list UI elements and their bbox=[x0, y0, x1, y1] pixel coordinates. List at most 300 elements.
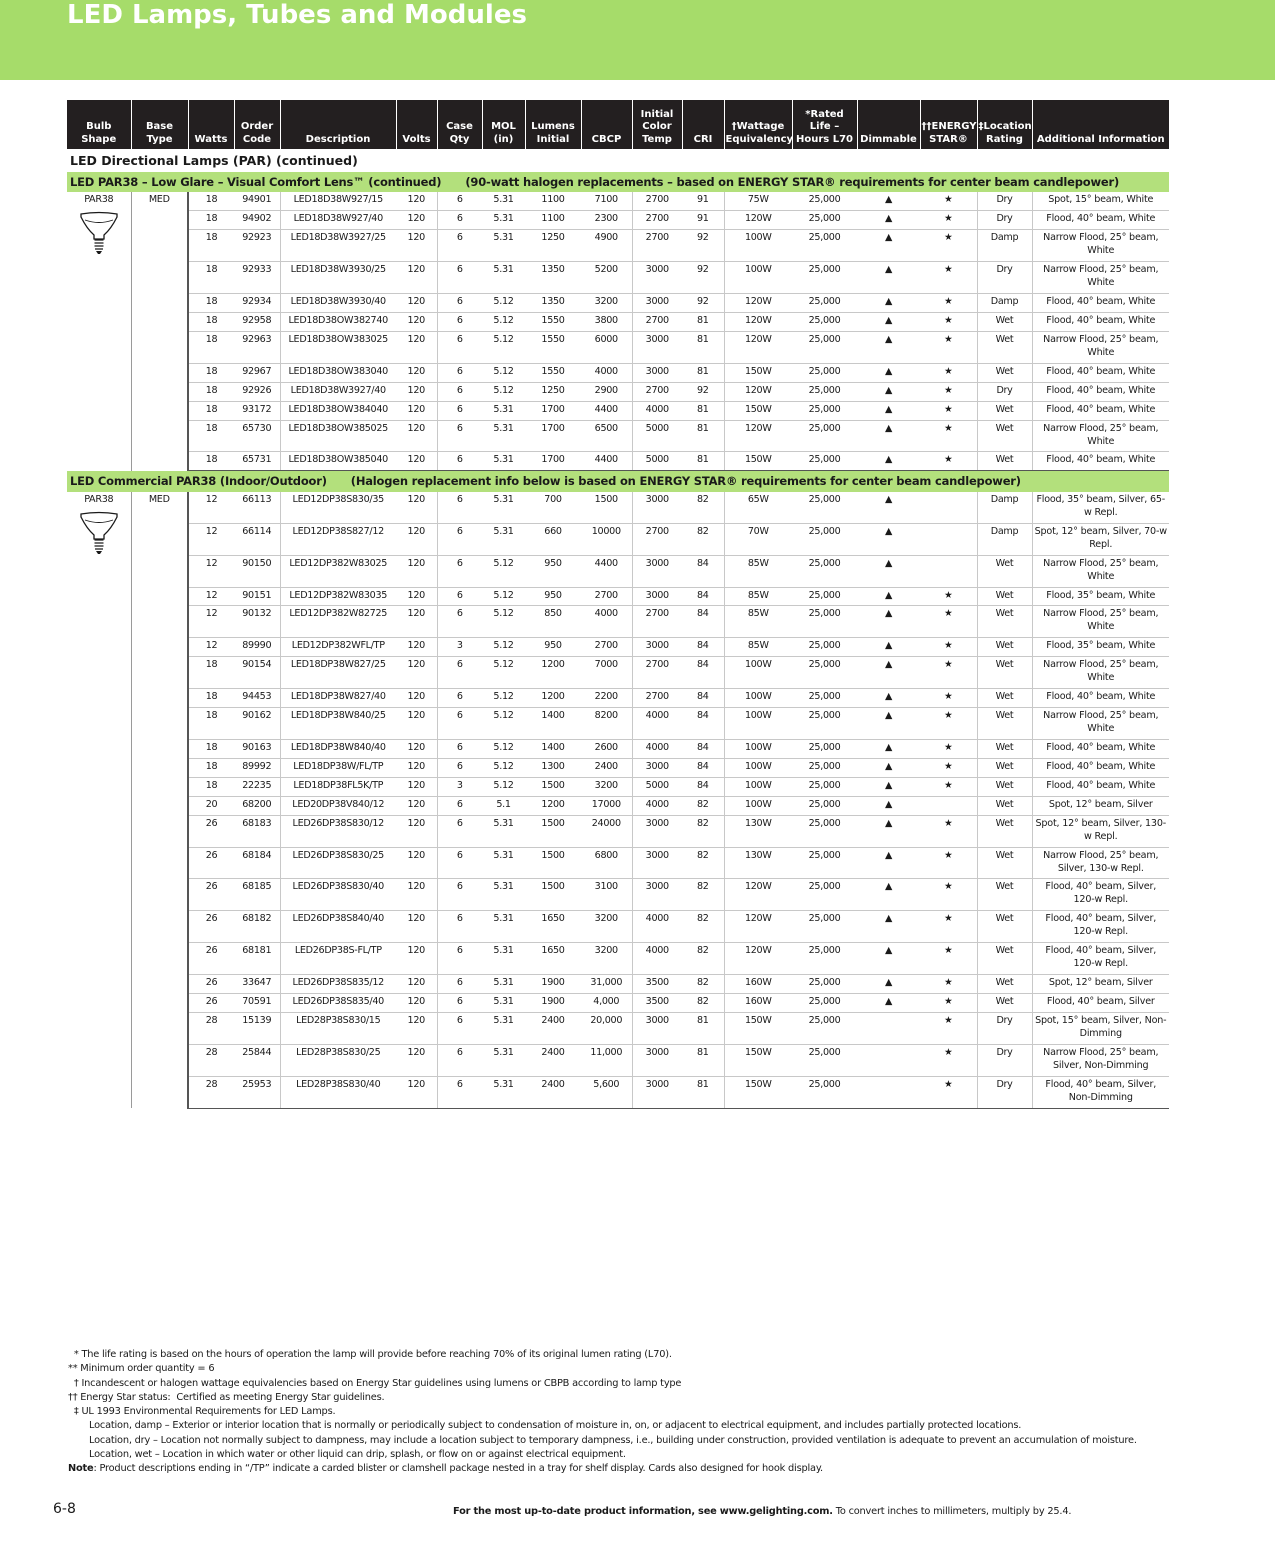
cell-wattage-equivalency: 150W bbox=[724, 1076, 792, 1108]
cell-cri: 82 bbox=[682, 911, 724, 943]
cell-wattage-equivalency: 120W bbox=[724, 382, 792, 401]
cell-rated-life: 25,000 bbox=[792, 975, 857, 994]
cell-location-rating: Wet bbox=[977, 638, 1032, 657]
cell-rated-life: 25,000 bbox=[792, 994, 857, 1013]
cell-location-rating: Wet bbox=[977, 911, 1032, 943]
cell-order-code: 89990 bbox=[234, 638, 280, 657]
column-header bbox=[792, 100, 857, 149]
cell-order-code: 90162 bbox=[234, 708, 280, 740]
cell-cbcp: 3800 bbox=[581, 312, 632, 331]
cell-order-code: 92926 bbox=[234, 382, 280, 401]
cell-watts: 18 bbox=[188, 331, 234, 363]
cell-lumens: 950 bbox=[525, 587, 581, 606]
cell-mol: 5.31 bbox=[482, 994, 525, 1013]
cell-color-temp: 2700 bbox=[632, 606, 682, 638]
cell-lumens: 700 bbox=[525, 492, 581, 523]
column-header-text: Volts bbox=[402, 133, 431, 145]
cell-lumens: 2400 bbox=[525, 1012, 581, 1044]
cell-mol: 5.31 bbox=[482, 847, 525, 879]
cell-dimmable: ▲ bbox=[857, 211, 920, 230]
cell-order-code: 68184 bbox=[234, 847, 280, 879]
cell-description: LED26DP38S-FL/TP bbox=[280, 943, 396, 975]
base-type: MED bbox=[131, 492, 188, 1108]
cell-color-temp: 5000 bbox=[632, 777, 682, 796]
cell-watts: 20 bbox=[188, 796, 234, 815]
cell-order-code: 66114 bbox=[234, 523, 280, 555]
cell-case-qty: 6 bbox=[437, 492, 482, 523]
cell-additional-info: Narrow Flood, 25° beam, White bbox=[1032, 262, 1169, 294]
column-header-text: Shape bbox=[81, 133, 117, 145]
cell-lumens: 1200 bbox=[525, 657, 581, 689]
cell-rated-life: 25,000 bbox=[792, 331, 857, 363]
table-row bbox=[67, 420, 1169, 452]
column-header-text: Code bbox=[242, 133, 272, 145]
cell-energy-star: ★ bbox=[920, 815, 977, 847]
par38-lamp-icon bbox=[79, 211, 119, 255]
cell-lumens: 1500 bbox=[525, 777, 581, 796]
cell-location-rating: Dry bbox=[977, 211, 1032, 230]
cell-watts: 18 bbox=[188, 294, 234, 313]
cell-description: LED26DP38S830/12 bbox=[280, 815, 396, 847]
cell-mol: 5.31 bbox=[482, 420, 525, 452]
table-row bbox=[67, 230, 1169, 262]
cell-rated-life: 25,000 bbox=[792, 262, 857, 294]
cell-order-code: 90151 bbox=[234, 587, 280, 606]
column-header-text: Watts bbox=[194, 133, 228, 145]
cell-wattage-equivalency: 85W bbox=[724, 638, 792, 657]
cell-additional-info: Flood, 40° beam, Silver, 120-w Repl. bbox=[1032, 943, 1169, 975]
footnote-location-dry: Location, dry – Location not normally subject to dampness, may include a location subject to temporary dampness, i.e., building under construction, provided ventilation is adequate to prevent an accumulation of moisture. bbox=[89, 1434, 1137, 1446]
cell-cbcp: 10000 bbox=[581, 523, 632, 555]
cell-dimmable: ▲ bbox=[857, 492, 920, 523]
cell-lumens: 1700 bbox=[525, 420, 581, 452]
column-header-text: Type bbox=[146, 133, 173, 145]
column-header-text: Lumens bbox=[531, 121, 575, 132]
cell-description: LED18D38OW385025 bbox=[280, 420, 396, 452]
cell-cbcp: 4400 bbox=[581, 555, 632, 587]
cell-order-code: 92967 bbox=[234, 363, 280, 382]
cell-cri: 84 bbox=[682, 777, 724, 796]
cell-volts: 120 bbox=[396, 211, 437, 230]
cell-energy-star: ★ bbox=[920, 192, 977, 210]
cell-watts: 12 bbox=[188, 523, 234, 555]
cell-rated-life: 25,000 bbox=[792, 638, 857, 657]
cell-order-code: 92963 bbox=[234, 331, 280, 363]
column-header-text: Equivalency bbox=[725, 133, 794, 145]
cell-mol: 5.12 bbox=[482, 689, 525, 708]
cell-energy-star: ★ bbox=[920, 638, 977, 657]
column-header-text: Base bbox=[145, 121, 174, 132]
cell-lumens: 950 bbox=[525, 638, 581, 657]
cell-wattage-equivalency: 130W bbox=[724, 815, 792, 847]
cell-order-code: 94901 bbox=[234, 192, 280, 210]
footnote-min-order: ** Minimum order quantity = 6 bbox=[68, 1363, 215, 1375]
cell-case-qty: 6 bbox=[437, 230, 482, 262]
cell-volts: 120 bbox=[396, 657, 437, 689]
cell-cbcp: 31,000 bbox=[581, 975, 632, 994]
cell-volts: 120 bbox=[396, 230, 437, 262]
cell-description: LED12DP38S830/35 bbox=[280, 492, 396, 523]
cell-volts: 120 bbox=[396, 911, 437, 943]
cell-cri: 84 bbox=[682, 638, 724, 657]
cell-lumens: 1400 bbox=[525, 739, 581, 758]
cell-cri: 81 bbox=[682, 331, 724, 363]
cell-color-temp: 3000 bbox=[632, 638, 682, 657]
cell-dimmable: ▲ bbox=[857, 815, 920, 847]
cell-cri: 81 bbox=[682, 452, 724, 471]
cell-case-qty: 6 bbox=[437, 555, 482, 587]
cell-wattage-equivalency: 120W bbox=[724, 879, 792, 911]
cell-cbcp: 2700 bbox=[581, 638, 632, 657]
cell-lumens: 1250 bbox=[525, 230, 581, 262]
cell-cri: 81 bbox=[682, 1076, 724, 1108]
table-row bbox=[67, 638, 1169, 657]
column-header-text: Initial bbox=[536, 133, 570, 145]
cell-order-code: 22235 bbox=[234, 777, 280, 796]
cell-volts: 120 bbox=[396, 975, 437, 994]
table-row bbox=[67, 1012, 1169, 1044]
cell-energy-star: ★ bbox=[920, 312, 977, 331]
cell-rated-life: 25,000 bbox=[792, 230, 857, 262]
column-header bbox=[581, 100, 632, 149]
cell-description: LED28P38S830/40 bbox=[280, 1076, 396, 1108]
cell-location-rating: Wet bbox=[977, 606, 1032, 638]
bulb-shape: PAR38 bbox=[84, 194, 114, 206]
cell-location-rating: Wet bbox=[977, 689, 1032, 708]
column-header bbox=[632, 100, 682, 149]
cell-wattage-equivalency: 100W bbox=[724, 230, 792, 262]
cell-rated-life: 25,000 bbox=[792, 815, 857, 847]
table-row bbox=[67, 1076, 1169, 1108]
cell-location-rating: Wet bbox=[977, 777, 1032, 796]
section-header bbox=[67, 172, 1169, 193]
cell-description: LED18D38OW383025 bbox=[280, 331, 396, 363]
cell-dimmable: ▲ bbox=[857, 879, 920, 911]
page-title: LED Lamps, Tubes and Modules bbox=[67, 0, 527, 30]
cell-dimmable bbox=[857, 1012, 920, 1044]
cell-cri: 91 bbox=[682, 192, 724, 210]
cell-description: LED12DP382W83035 bbox=[280, 587, 396, 606]
cell-additional-info: Flood, 35° beam, Silver, 65-w Repl. bbox=[1032, 492, 1169, 523]
cell-additional-info: Narrow Flood, 25° beam, White bbox=[1032, 657, 1169, 689]
cell-rated-life: 25,000 bbox=[792, 555, 857, 587]
cell-additional-info: Spot, 15° beam, Silver, Non-Dimming bbox=[1032, 1012, 1169, 1044]
cell-rated-life: 25,000 bbox=[792, 1044, 857, 1076]
cell-lumens: 2400 bbox=[525, 1044, 581, 1076]
cell-volts: 120 bbox=[396, 777, 437, 796]
cell-mol: 5.12 bbox=[482, 708, 525, 740]
cell-energy-star: ★ bbox=[920, 606, 977, 638]
cell-watts: 18 bbox=[188, 777, 234, 796]
cell-rated-life: 25,000 bbox=[792, 847, 857, 879]
cell-watts: 12 bbox=[188, 587, 234, 606]
column-header-text: †Wattage bbox=[731, 121, 785, 132]
table-row bbox=[67, 294, 1169, 313]
cell-additional-info: Flood, 40° beam, White bbox=[1032, 777, 1169, 796]
cell-additional-info: Flood, 40° beam, White bbox=[1032, 739, 1169, 758]
cell-case-qty: 6 bbox=[437, 1044, 482, 1076]
column-header-text: Color bbox=[642, 121, 672, 132]
cell-lumens: 1650 bbox=[525, 911, 581, 943]
cell-rated-life: 25,000 bbox=[792, 211, 857, 230]
cell-wattage-equivalency: 120W bbox=[724, 420, 792, 452]
cell-energy-star: ★ bbox=[920, 689, 977, 708]
note-label: Note bbox=[68, 1463, 94, 1475]
cell-case-qty: 6 bbox=[437, 1076, 482, 1108]
cell-color-temp: 3000 bbox=[632, 363, 682, 382]
cell-cri: 81 bbox=[682, 1012, 724, 1044]
column-header bbox=[188, 100, 234, 149]
cell-energy-star: ★ bbox=[920, 420, 977, 452]
table-row bbox=[67, 994, 1169, 1013]
category-title: LED Directional Lamps (PAR) (continued) bbox=[70, 153, 358, 168]
column-header-text: Additional Information bbox=[1036, 133, 1165, 145]
cell-color-temp: 2700 bbox=[632, 312, 682, 331]
cell-volts: 120 bbox=[396, 1012, 437, 1044]
cell-order-code: 92934 bbox=[234, 294, 280, 313]
cell-wattage-equivalency: 85W bbox=[724, 587, 792, 606]
cell-cbcp: 2700 bbox=[581, 587, 632, 606]
cell-color-temp: 2700 bbox=[632, 689, 682, 708]
cell-case-qty: 6 bbox=[437, 847, 482, 879]
cell-mol: 5.31 bbox=[482, 815, 525, 847]
footnote-location-wet: Location, wet – Location in which water or other liquid can drip, splash, or flow on or against electrical equipment. bbox=[89, 1449, 626, 1461]
cell-additional-info: Flood, 40° beam, White bbox=[1032, 312, 1169, 331]
cell-volts: 120 bbox=[396, 689, 437, 708]
cell-lumens: 1400 bbox=[525, 708, 581, 740]
table-row bbox=[67, 555, 1169, 587]
cell-watts: 18 bbox=[188, 739, 234, 758]
cell-energy-star: ★ bbox=[920, 331, 977, 363]
cell-order-code: 94902 bbox=[234, 211, 280, 230]
cell-color-temp: 3000 bbox=[632, 1076, 682, 1108]
cell-volts: 120 bbox=[396, 262, 437, 294]
cell-order-code: 68200 bbox=[234, 796, 280, 815]
cell-location-rating: Wet bbox=[977, 331, 1032, 363]
cell-lumens: 1900 bbox=[525, 975, 581, 994]
cell-description: LED18DP38W827/25 bbox=[280, 657, 396, 689]
cell-location-rating: Wet bbox=[977, 587, 1032, 606]
cell-cri: 82 bbox=[682, 879, 724, 911]
cell-order-code: 92933 bbox=[234, 262, 280, 294]
cell-energy-star: ★ bbox=[920, 262, 977, 294]
bulb-shape-cell bbox=[67, 492, 131, 1108]
cell-color-temp: 2700 bbox=[632, 523, 682, 555]
cell-color-temp: 3000 bbox=[632, 331, 682, 363]
cell-watts: 12 bbox=[188, 606, 234, 638]
cell-additional-info: Flood, 40° beam, White bbox=[1032, 382, 1169, 401]
cell-case-qty: 6 bbox=[437, 211, 482, 230]
cell-order-code: 90150 bbox=[234, 555, 280, 587]
cell-description: LED18DP38FL5K/TP bbox=[280, 777, 396, 796]
cell-case-qty: 6 bbox=[437, 689, 482, 708]
cell-case-qty: 6 bbox=[437, 331, 482, 363]
table-row bbox=[67, 879, 1169, 911]
cell-order-code: 68185 bbox=[234, 879, 280, 911]
cell-lumens: 1100 bbox=[525, 211, 581, 230]
cell-dimmable: ▲ bbox=[857, 739, 920, 758]
cell-volts: 120 bbox=[396, 452, 437, 471]
cell-location-rating: Wet bbox=[977, 555, 1032, 587]
cell-description: LED12DP382WFL/TP bbox=[280, 638, 396, 657]
cell-watts: 28 bbox=[188, 1012, 234, 1044]
cell-watts: 18 bbox=[188, 689, 234, 708]
cell-description: LED12DP382W82725 bbox=[280, 606, 396, 638]
cell-description: LED18DP38W/FL/TP bbox=[280, 758, 396, 777]
cell-description: LED28P38S830/15 bbox=[280, 1012, 396, 1044]
cell-mol: 5.31 bbox=[482, 211, 525, 230]
cell-additional-info: Flood, 40° beam, White bbox=[1032, 452, 1169, 471]
cell-additional-info: Narrow Flood, 25° beam, White bbox=[1032, 555, 1169, 587]
cell-watts: 28 bbox=[188, 1076, 234, 1108]
cell-additional-info: Spot, 15° beam, White bbox=[1032, 192, 1169, 210]
footnote-energy-star: †† Energy Star status: Certified as meeting Energy Star guidelines. bbox=[68, 1391, 385, 1403]
cell-watts: 18 bbox=[188, 363, 234, 382]
cell-cbcp: 2200 bbox=[581, 689, 632, 708]
cell-lumens: 1500 bbox=[525, 879, 581, 911]
cell-case-qty: 6 bbox=[437, 606, 482, 638]
cell-wattage-equivalency: 100W bbox=[724, 796, 792, 815]
table-row bbox=[67, 587, 1169, 606]
cell-color-temp: 4000 bbox=[632, 401, 682, 420]
section-title: LED PAR38 – Low Glare – Visual Comfort Lens™ (continued) bbox=[70, 174, 442, 189]
cell-color-temp: 3500 bbox=[632, 975, 682, 994]
cell-energy-star: ★ bbox=[920, 657, 977, 689]
cell-volts: 120 bbox=[396, 879, 437, 911]
category-row bbox=[67, 149, 1169, 172]
cell-order-code: 15139 bbox=[234, 1012, 280, 1044]
cell-cbcp: 1500 bbox=[581, 492, 632, 523]
cell-cri: 82 bbox=[682, 847, 724, 879]
cell-cbcp: 6800 bbox=[581, 847, 632, 879]
column-header-text: *Rated bbox=[805, 108, 844, 120]
cell-dimmable: ▲ bbox=[857, 943, 920, 975]
cell-order-code: 25844 bbox=[234, 1044, 280, 1076]
cell-cbcp: 2900 bbox=[581, 382, 632, 401]
cell-volts: 120 bbox=[396, 401, 437, 420]
cell-dimmable: ▲ bbox=[857, 606, 920, 638]
table-row bbox=[67, 312, 1169, 331]
cell-wattage-equivalency: 120W bbox=[724, 911, 792, 943]
cell-description: LED18D38W927/15 bbox=[280, 192, 396, 210]
cell-mol: 5.1 bbox=[482, 796, 525, 815]
cell-cbcp: 6500 bbox=[581, 420, 632, 452]
cell-energy-star: ★ bbox=[920, 708, 977, 740]
cell-watts: 18 bbox=[188, 708, 234, 740]
cell-mol: 5.12 bbox=[482, 657, 525, 689]
cell-color-temp: 2700 bbox=[632, 192, 682, 210]
cell-lumens: 1200 bbox=[525, 689, 581, 708]
cell-energy-star bbox=[920, 555, 977, 587]
cell-watts: 18 bbox=[188, 420, 234, 452]
cell-location-rating: Wet bbox=[977, 708, 1032, 740]
cell-mol: 5.31 bbox=[482, 911, 525, 943]
cell-volts: 120 bbox=[396, 638, 437, 657]
cell-additional-info: Flood, 40° beam, Silver, 120-w Repl. bbox=[1032, 911, 1169, 943]
cell-rated-life: 25,000 bbox=[792, 312, 857, 331]
column-header bbox=[724, 100, 792, 149]
cell-dimmable: ▲ bbox=[857, 758, 920, 777]
cell-location-rating: Wet bbox=[977, 847, 1032, 879]
cell-cri: 82 bbox=[682, 796, 724, 815]
cell-watts: 18 bbox=[188, 401, 234, 420]
footnote-location-damp: Location, damp – Exterior or interior location that is normally or periodically subject to condensation of moisture in, on, or adjacent to electrical equipment, and includes partially protected locations. bbox=[89, 1420, 1022, 1432]
cell-color-temp: 3000 bbox=[632, 847, 682, 879]
cell-cbcp: 4400 bbox=[581, 452, 632, 471]
cell-order-code: 90154 bbox=[234, 657, 280, 689]
column-header-text: CBCP bbox=[591, 133, 622, 145]
cell-additional-info: Flood, 40° beam, White bbox=[1032, 211, 1169, 230]
cell-volts: 120 bbox=[396, 555, 437, 587]
cell-color-temp: 2700 bbox=[632, 230, 682, 262]
bulb-shape: PAR38 bbox=[84, 493, 114, 505]
column-header-text: MOL bbox=[491, 121, 516, 132]
cell-additional-info: Flood, 40° beam, Silver, Non-Dimming bbox=[1032, 1076, 1169, 1108]
column-header-text: Description bbox=[305, 133, 371, 145]
cell-watts: 26 bbox=[188, 994, 234, 1013]
cell-location-rating: Wet bbox=[977, 739, 1032, 758]
cell-lumens: 1550 bbox=[525, 331, 581, 363]
cell-location-rating: Wet bbox=[977, 452, 1032, 471]
cell-order-code: 65730 bbox=[234, 420, 280, 452]
cell-order-code: 92958 bbox=[234, 312, 280, 331]
cell-dimmable: ▲ bbox=[857, 363, 920, 382]
cell-wattage-equivalency: 150W bbox=[724, 363, 792, 382]
cell-rated-life: 25,000 bbox=[792, 777, 857, 796]
cell-case-qty: 6 bbox=[437, 452, 482, 471]
cell-wattage-equivalency: 130W bbox=[724, 847, 792, 879]
cell-energy-star bbox=[920, 796, 977, 815]
cell-dimmable: ▲ bbox=[857, 192, 920, 210]
cell-watts: 28 bbox=[188, 1044, 234, 1076]
cell-watts: 26 bbox=[188, 847, 234, 879]
cell-energy-star: ★ bbox=[920, 452, 977, 471]
cell-rated-life: 25,000 bbox=[792, 796, 857, 815]
cell-color-temp: 3000 bbox=[632, 492, 682, 523]
cell-wattage-equivalency: 160W bbox=[724, 975, 792, 994]
cell-dimmable: ▲ bbox=[857, 994, 920, 1013]
cell-case-qty: 6 bbox=[437, 363, 482, 382]
table-row bbox=[67, 777, 1169, 796]
cell-description: LED18D38OW382740 bbox=[280, 312, 396, 331]
cell-cri: 81 bbox=[682, 363, 724, 382]
cell-energy-star: ★ bbox=[920, 975, 977, 994]
cell-wattage-equivalency: 150W bbox=[724, 1012, 792, 1044]
cell-energy-star bbox=[920, 492, 977, 523]
column-header-text: CRI bbox=[693, 133, 713, 145]
cell-volts: 120 bbox=[396, 312, 437, 331]
cell-volts: 120 bbox=[396, 847, 437, 879]
cell-wattage-equivalency: 85W bbox=[724, 606, 792, 638]
cell-case-qty: 6 bbox=[437, 1012, 482, 1044]
cell-description: LED18D38W3927/40 bbox=[280, 382, 396, 401]
cell-location-rating: Damp bbox=[977, 492, 1032, 523]
cell-location-rating: Wet bbox=[977, 420, 1032, 452]
cell-energy-star: ★ bbox=[920, 230, 977, 262]
section-header-row bbox=[67, 471, 1169, 492]
cell-case-qty: 6 bbox=[437, 943, 482, 975]
cell-mol: 5.12 bbox=[482, 363, 525, 382]
cell-watts: 26 bbox=[188, 879, 234, 911]
cell-case-qty: 6 bbox=[437, 815, 482, 847]
cell-energy-star: ★ bbox=[920, 879, 977, 911]
cell-cri: 82 bbox=[682, 943, 724, 975]
cell-dimmable: ▲ bbox=[857, 777, 920, 796]
table-row bbox=[67, 758, 1169, 777]
cell-wattage-equivalency: 100W bbox=[724, 758, 792, 777]
cell-color-temp: 3000 bbox=[632, 758, 682, 777]
cell-order-code: 65731 bbox=[234, 452, 280, 471]
